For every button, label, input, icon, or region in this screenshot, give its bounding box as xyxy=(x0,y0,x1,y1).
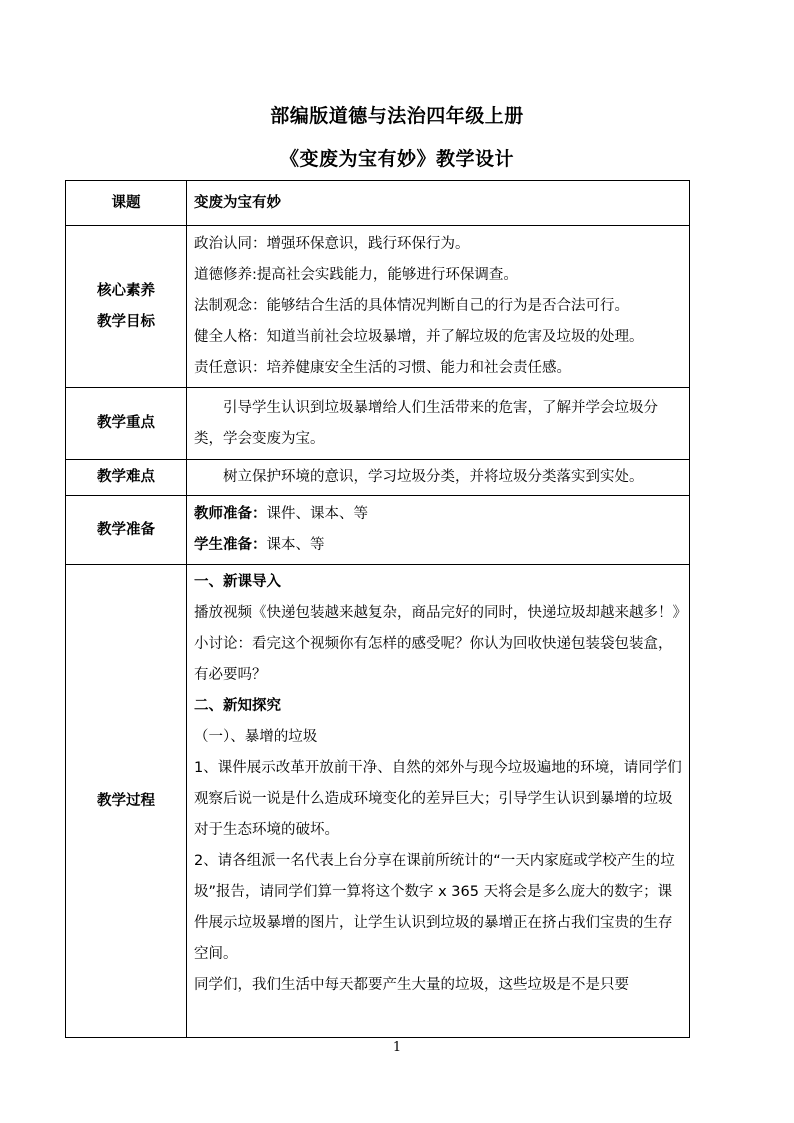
process-step-1: 1、课件展示改革开放前干净、自然的郊外与现今垃圾遍地的环境，请同学们观察后说一说是什么造成环境变化的差异巨大；引导学生认识到暴增的垃圾对于生态环境的破坏。 xyxy=(194,760,682,838)
section1-heading: 一、新课导入 xyxy=(194,574,281,590)
section1-video: 播放视频《快递包装越来越复杂，商品完好的同时，快递垃圾却越来越多！》 xyxy=(194,605,687,621)
table-row-focus xyxy=(66,388,690,460)
subsection1-heading: （一）、暴增的垃圾 xyxy=(194,729,318,745)
student-preparation-label: 学生准备： xyxy=(194,537,267,553)
goal-item: 法制观念：能够结合生活的具体情况判断自己的行为是否合法可行。 xyxy=(194,298,629,314)
topic-text: 变废为宝有妙 xyxy=(194,194,281,211)
table-row-process xyxy=(66,565,690,1038)
teacher-preparation-value: 课件、课本、等 xyxy=(266,506,368,522)
section2-heading: 二、新知探究 xyxy=(194,698,281,714)
process-closing: 同学们，我们生活中每天都要产生大量的垃圾，这些垃圾是不是只要 xyxy=(194,977,629,993)
goal-item: 政治认同：增强环保意识，践行环保行为。 xyxy=(194,236,470,252)
section1-discussion: 小讨论：看完这个视频你有怎样的感受呢？你认为回收快递包装袋包装盒，有必要吗？ xyxy=(194,636,673,683)
difficulty-text: 树立保护环境的意识，学习垃圾分类，并将垃圾分类落实到实处。 xyxy=(223,469,644,485)
difficulty-content xyxy=(187,460,690,496)
table-row-difficulty xyxy=(66,460,690,496)
table-row-topic xyxy=(66,181,690,226)
focus-content xyxy=(187,388,690,460)
process-content xyxy=(187,565,690,1038)
goals-label-line2: 教学目标 xyxy=(97,313,155,330)
table-row-preparation xyxy=(66,496,690,565)
topic-label: 课题 xyxy=(66,181,187,226)
preparation-label: 教学准备 xyxy=(66,496,187,565)
goal-item: 道德修养:提高社会实践能力，能够进行环保调查。 xyxy=(194,267,518,283)
goals-content xyxy=(187,226,690,388)
goals-label xyxy=(66,226,187,388)
focus-label: 教学重点 xyxy=(66,388,187,460)
process-step-2: 2、请各组派一名代表上台分享在课前所统计的“一天内家庭或学校产生的垃圾”报告，请同学们算一算将这个数字 x 365 天将会是多么庞大的数字；课件展示垃圾暴增的图片，让学生认识到垃圾的暴增正在挤占我们宝贵的生存空间。 xyxy=(194,853,675,962)
preparation-content xyxy=(187,496,690,565)
student-preparation xyxy=(194,530,684,561)
lesson-plan-table xyxy=(65,180,690,1038)
topic-value xyxy=(187,181,690,226)
page-number: 1 xyxy=(392,1040,402,1055)
difficulty-label: 教学难点 xyxy=(66,460,187,496)
document-title: 部编版道德与法治四年级上册 xyxy=(270,105,524,127)
goals-label-line1: 核心素养 xyxy=(97,282,155,299)
focus-text: 引导学生认识到垃圾暴增给人们生活带来的危害，了解并学会垃圾分类，学会变废为宝。 xyxy=(194,399,658,447)
teacher-preparation xyxy=(194,499,684,530)
teacher-preparation-label: 教师准备： xyxy=(194,506,267,522)
process-label: 教学过程 xyxy=(66,565,187,1038)
goal-item: 责任意识：培养健康安全生活的习惯、能力和社会责任感。 xyxy=(194,360,571,376)
document-subtitle: 《变废为宝有妙》教学设计 xyxy=(279,148,514,170)
student-preparation-value: 课本、等 xyxy=(266,537,325,553)
table-row-goals xyxy=(66,226,690,388)
goal-item: 健全人格：知道当前社会垃圾暴增，并了解垃圾的危害及垃圾的处理。 xyxy=(194,329,644,345)
